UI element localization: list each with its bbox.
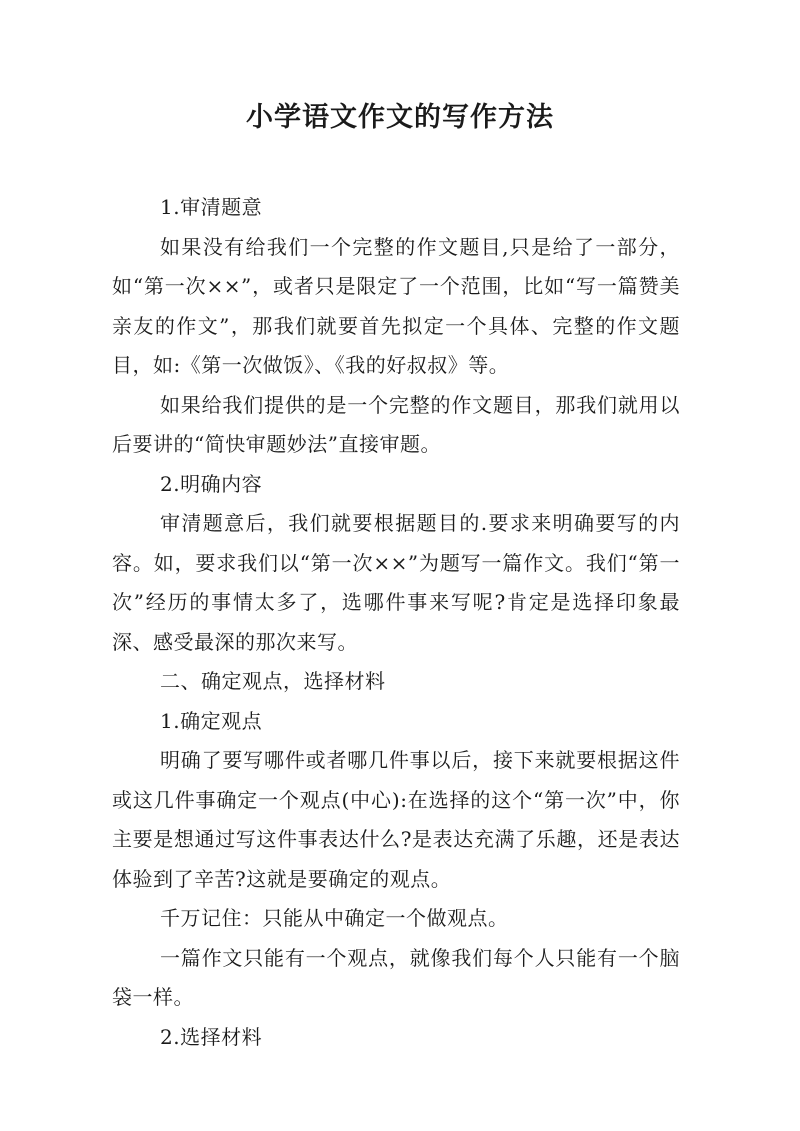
section-heading-2-2: 2.选择材料 [160,1024,263,1049]
document-body [112,188,680,1057]
section-heading-1-1: 1.审清题意 [160,195,263,219]
section-heading-1-2: 2.明确内容 [160,471,263,496]
paragraph: 明确了要写哪件或者哪几件事以后，接下来就要根据这件或这几件事确定一个观点(中心):在选择的这个“第一次”中，你主要是想通过写这件事表达什么?是表达充满了乐趣，还是表达体验到了辛苦?这就是要确定的观点。 [112,748,680,891]
paragraph: 审清题意后，我们就要根据题目的.要求来明确要写的内容。如，要求我们以“第一次××”为题写一篇作文。我们“第一次”经历的事情太多了，选哪件事来写呢?肯定是选择印象最深、感受最深的那次来写。 [112,511,680,654]
section-heading-2: 二、确定观点，选择材料 [160,669,386,693]
paragraph: 一篇作文只能有一个观点，就像我们每个人只能有一个脑袋一样。 [112,945,680,1009]
document-title: 小学语文作文的写作方法 [246,102,554,133]
paragraph: 如果没有给我们一个完整的作文题目,只是给了一部分，如“第一次××”，或者只是限定了一个范围，比如“写一篇赞美亲友的作文”，那我们就要首先拟定一个具体、完整的作文题目，如:《第一次做饭》、《我的好叔叔》等。 [112,234,680,377]
paragraph: 千万记住：只能从中确定一个做观点。 [160,906,509,930]
paragraph: 如果给我们提供的是一个完整的作文题目，那我们就用以后要讲的“简快审题妙法”直接审题。 [112,392,680,456]
section-heading-2-1: 1.确定观点 [160,708,263,733]
